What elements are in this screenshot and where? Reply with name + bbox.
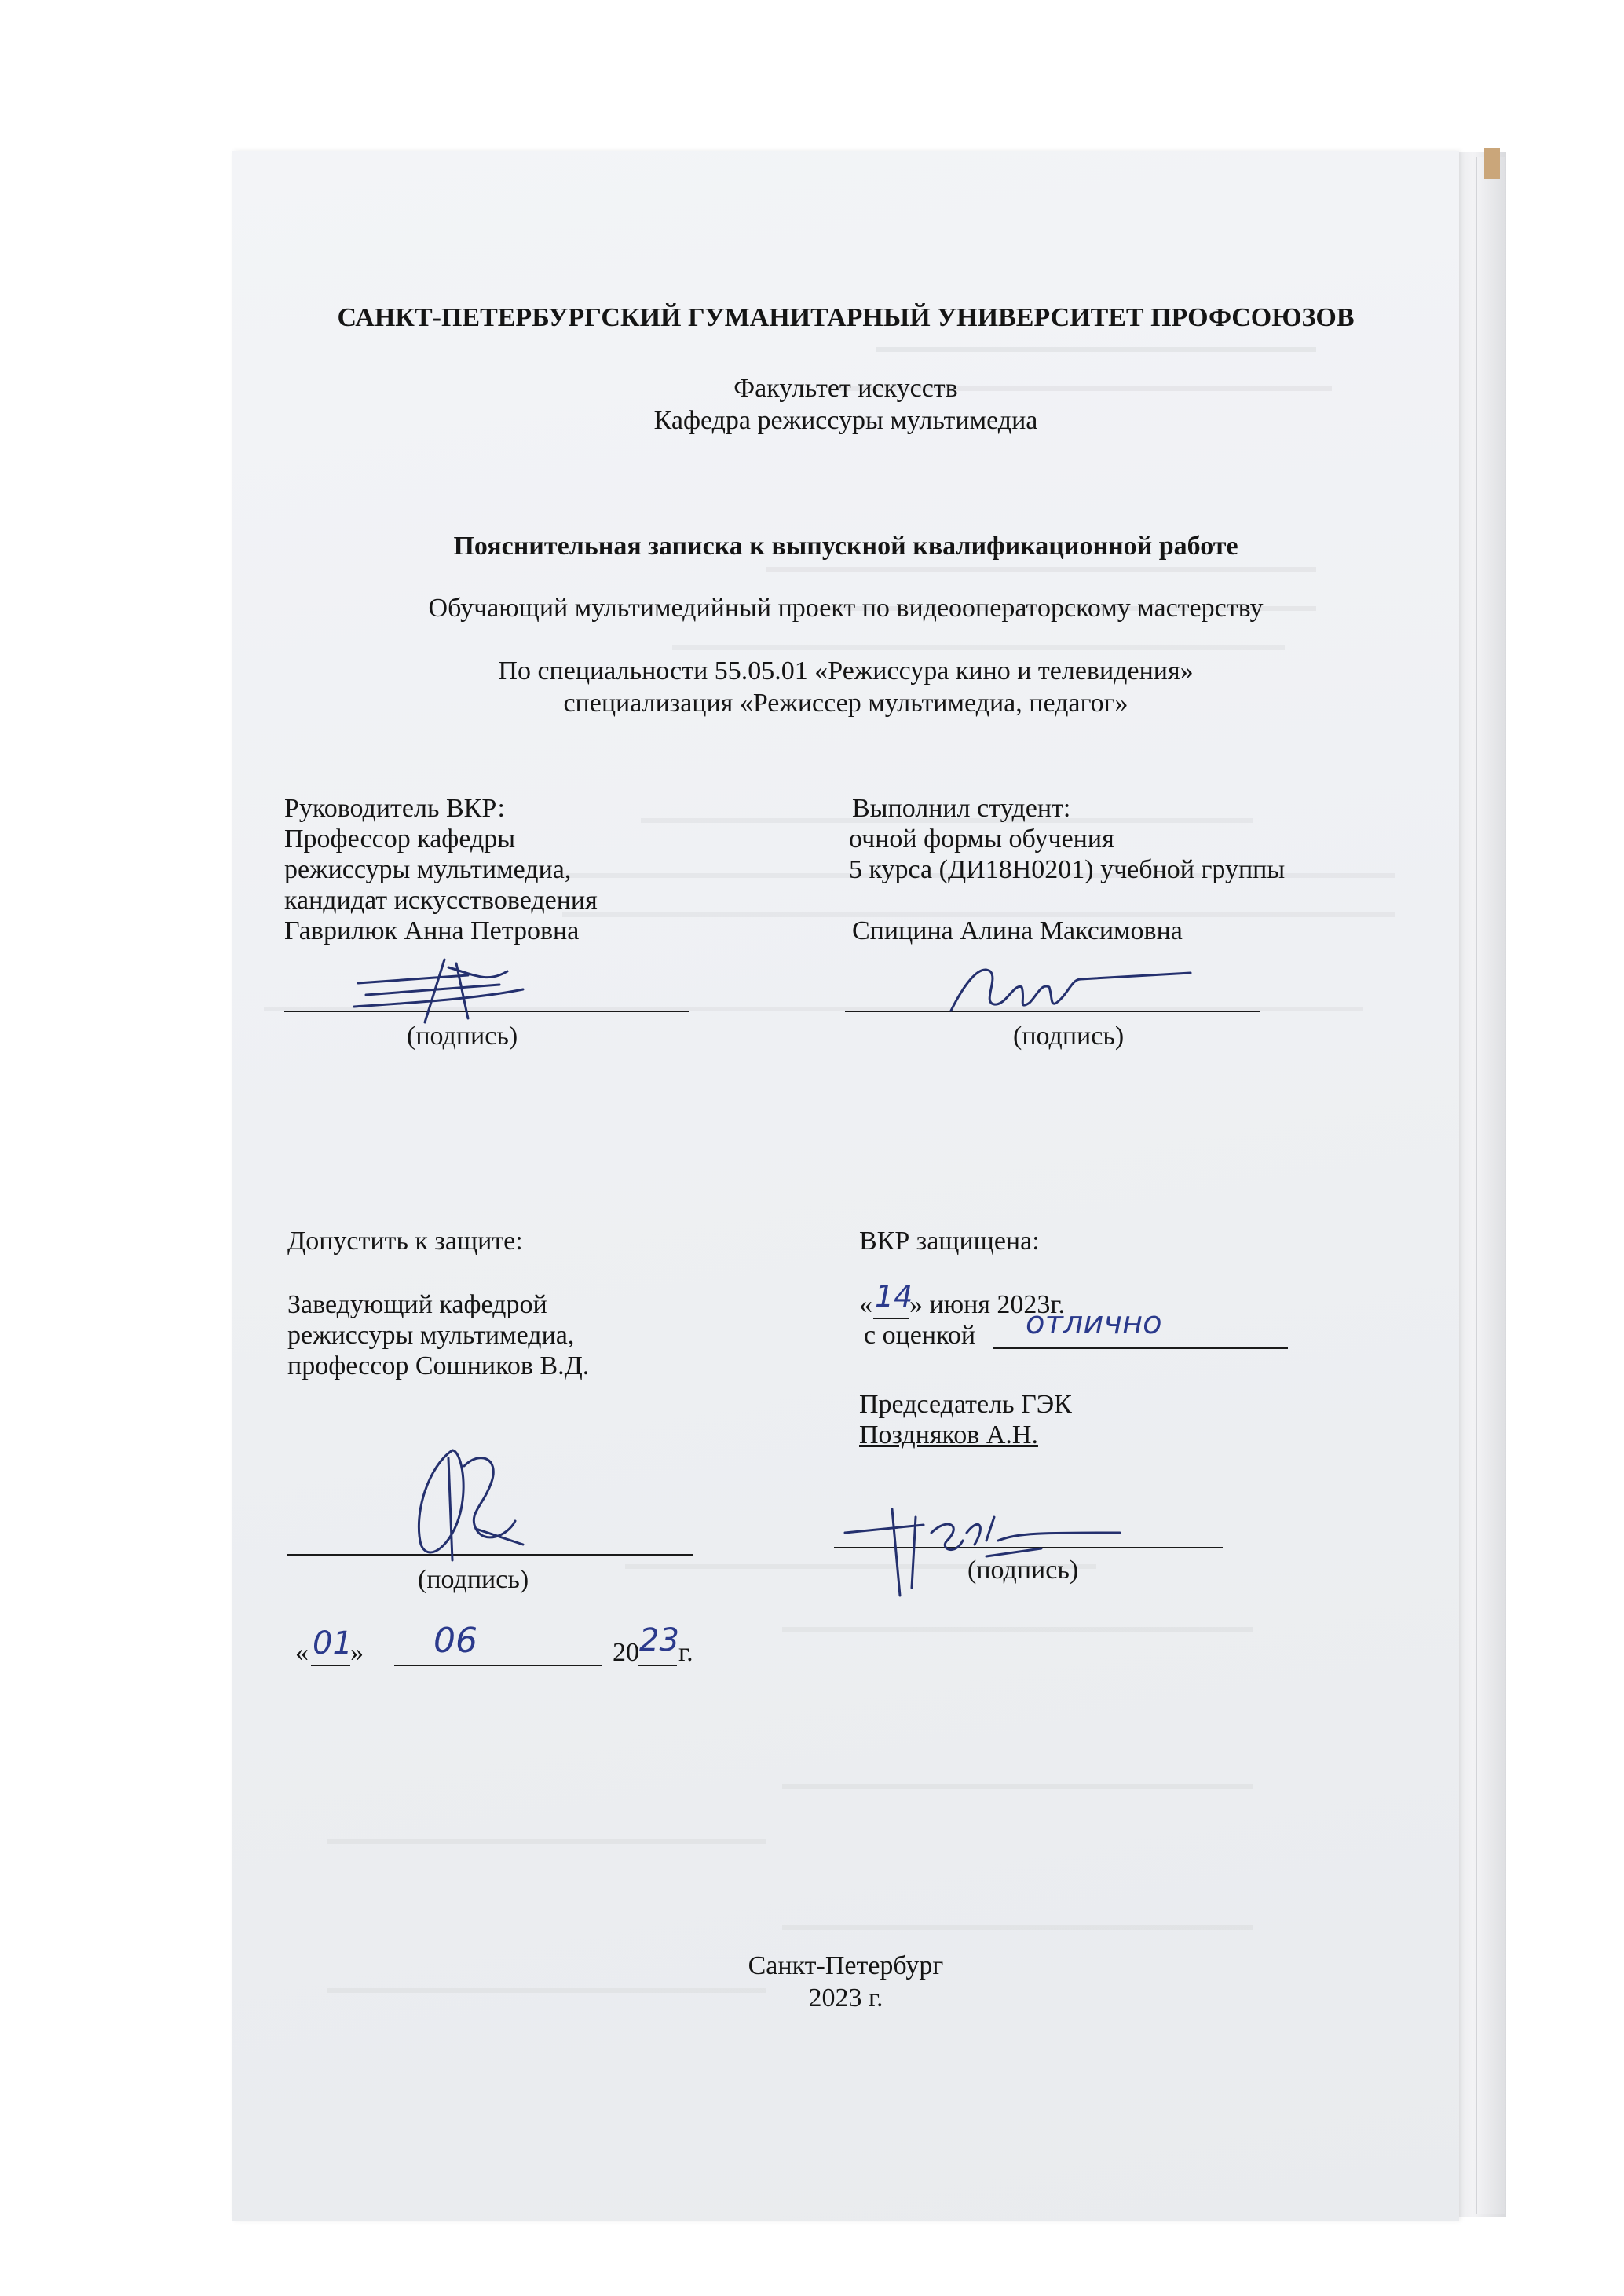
paper-stack-edge-inner (1476, 157, 1505, 2214)
year: 2023 г. (808, 1983, 883, 2013)
defense-day: 14 (875, 1279, 913, 1314)
defense-date-open-quote: « (859, 1290, 872, 1319)
defense-heading: ВКР защищена: (859, 1227, 1040, 1256)
defense-day-line (873, 1318, 909, 1319)
supervisor-degree: кандидат искусствоведения (284, 886, 598, 915)
supervisor-department: режиссуры мультимедиа, (284, 855, 572, 884)
date-day-line (311, 1665, 350, 1666)
date-open-quote: « (295, 1638, 309, 1667)
supervisor-signature (350, 952, 539, 1030)
city: Санкт-Петербург (748, 1951, 944, 1980)
head-name: профессор Сошников В.Д. (287, 1351, 590, 1380)
specialization: специализация «Режиссер мультимедиа, педагог» (563, 689, 1128, 718)
date-year-prefix: 20 (613, 1638, 639, 1667)
supervisor-heading: Руководитель ВКР: (284, 794, 505, 823)
admission-signature-caption: (подпись) (418, 1565, 529, 1594)
chair-signature-caption: (подпись) (967, 1556, 1079, 1585)
date-year-suffix: 23 (639, 1622, 679, 1658)
grade-line (993, 1347, 1288, 1349)
date-year-end: г. (678, 1638, 693, 1667)
student-study-form: очной формы обучения (849, 824, 1114, 854)
student-signature (947, 956, 1198, 1026)
specialty: По специальности 55.05.01 «Режиссура кино и телевидения» (498, 656, 1194, 686)
student-signature-caption: (подпись) (1013, 1022, 1125, 1051)
grade-label: с оценкой (864, 1321, 976, 1350)
admission-signature (405, 1435, 531, 1568)
head-department-name: режиссуры мультимедиа, (287, 1321, 575, 1350)
supervisor-position: Профессор кафедры (284, 824, 516, 854)
student-group: 5 курса (ДИ18Н0201) учебной группы (849, 855, 1286, 884)
chair-name: Поздняков А.Н. (859, 1420, 1038, 1450)
student-name: Спицина Алина Максимовна (852, 916, 1183, 945)
date-month-line (394, 1665, 602, 1666)
supervisor-name: Гаврилюк Анна Петровна (284, 916, 580, 945)
admission-heading: Допустить к защите: (287, 1227, 523, 1256)
faculty-name: Факультет искусств (733, 374, 958, 403)
student-heading: Выполнил студент: (852, 794, 1071, 823)
table-surface (1484, 148, 1500, 179)
date-close-quote: » (350, 1638, 364, 1667)
head-of-department: Заведующий кафедрой (287, 1290, 547, 1319)
grade-value: отлично (1026, 1305, 1162, 1341)
date-year-line (638, 1665, 677, 1666)
title-page (232, 151, 1459, 2221)
date-day: 01 (313, 1625, 353, 1662)
supervisor-signature-caption: (подпись) (407, 1022, 518, 1051)
thesis-topic: Обучающий мультимедийный проект по видеооператорскому мастерству (428, 594, 1264, 623)
chair-label: Председатель ГЭК (859, 1390, 1072, 1419)
defense-date-rest: » июня 2023г. (909, 1290, 1066, 1319)
date-month: 06 (433, 1621, 477, 1661)
university-name: САНКТ-ПЕТЕРБУРГСКИЙ ГУМАНИТАРНЫЙ УНИВЕРСИТЕТ ПРОФСОЮЗОВ (337, 303, 1355, 332)
document-type: Пояснительная записка к выпускной квалификационной работе (453, 532, 1238, 561)
department-name: Кафедра режиссуры мультимедиа (653, 406, 1038, 435)
